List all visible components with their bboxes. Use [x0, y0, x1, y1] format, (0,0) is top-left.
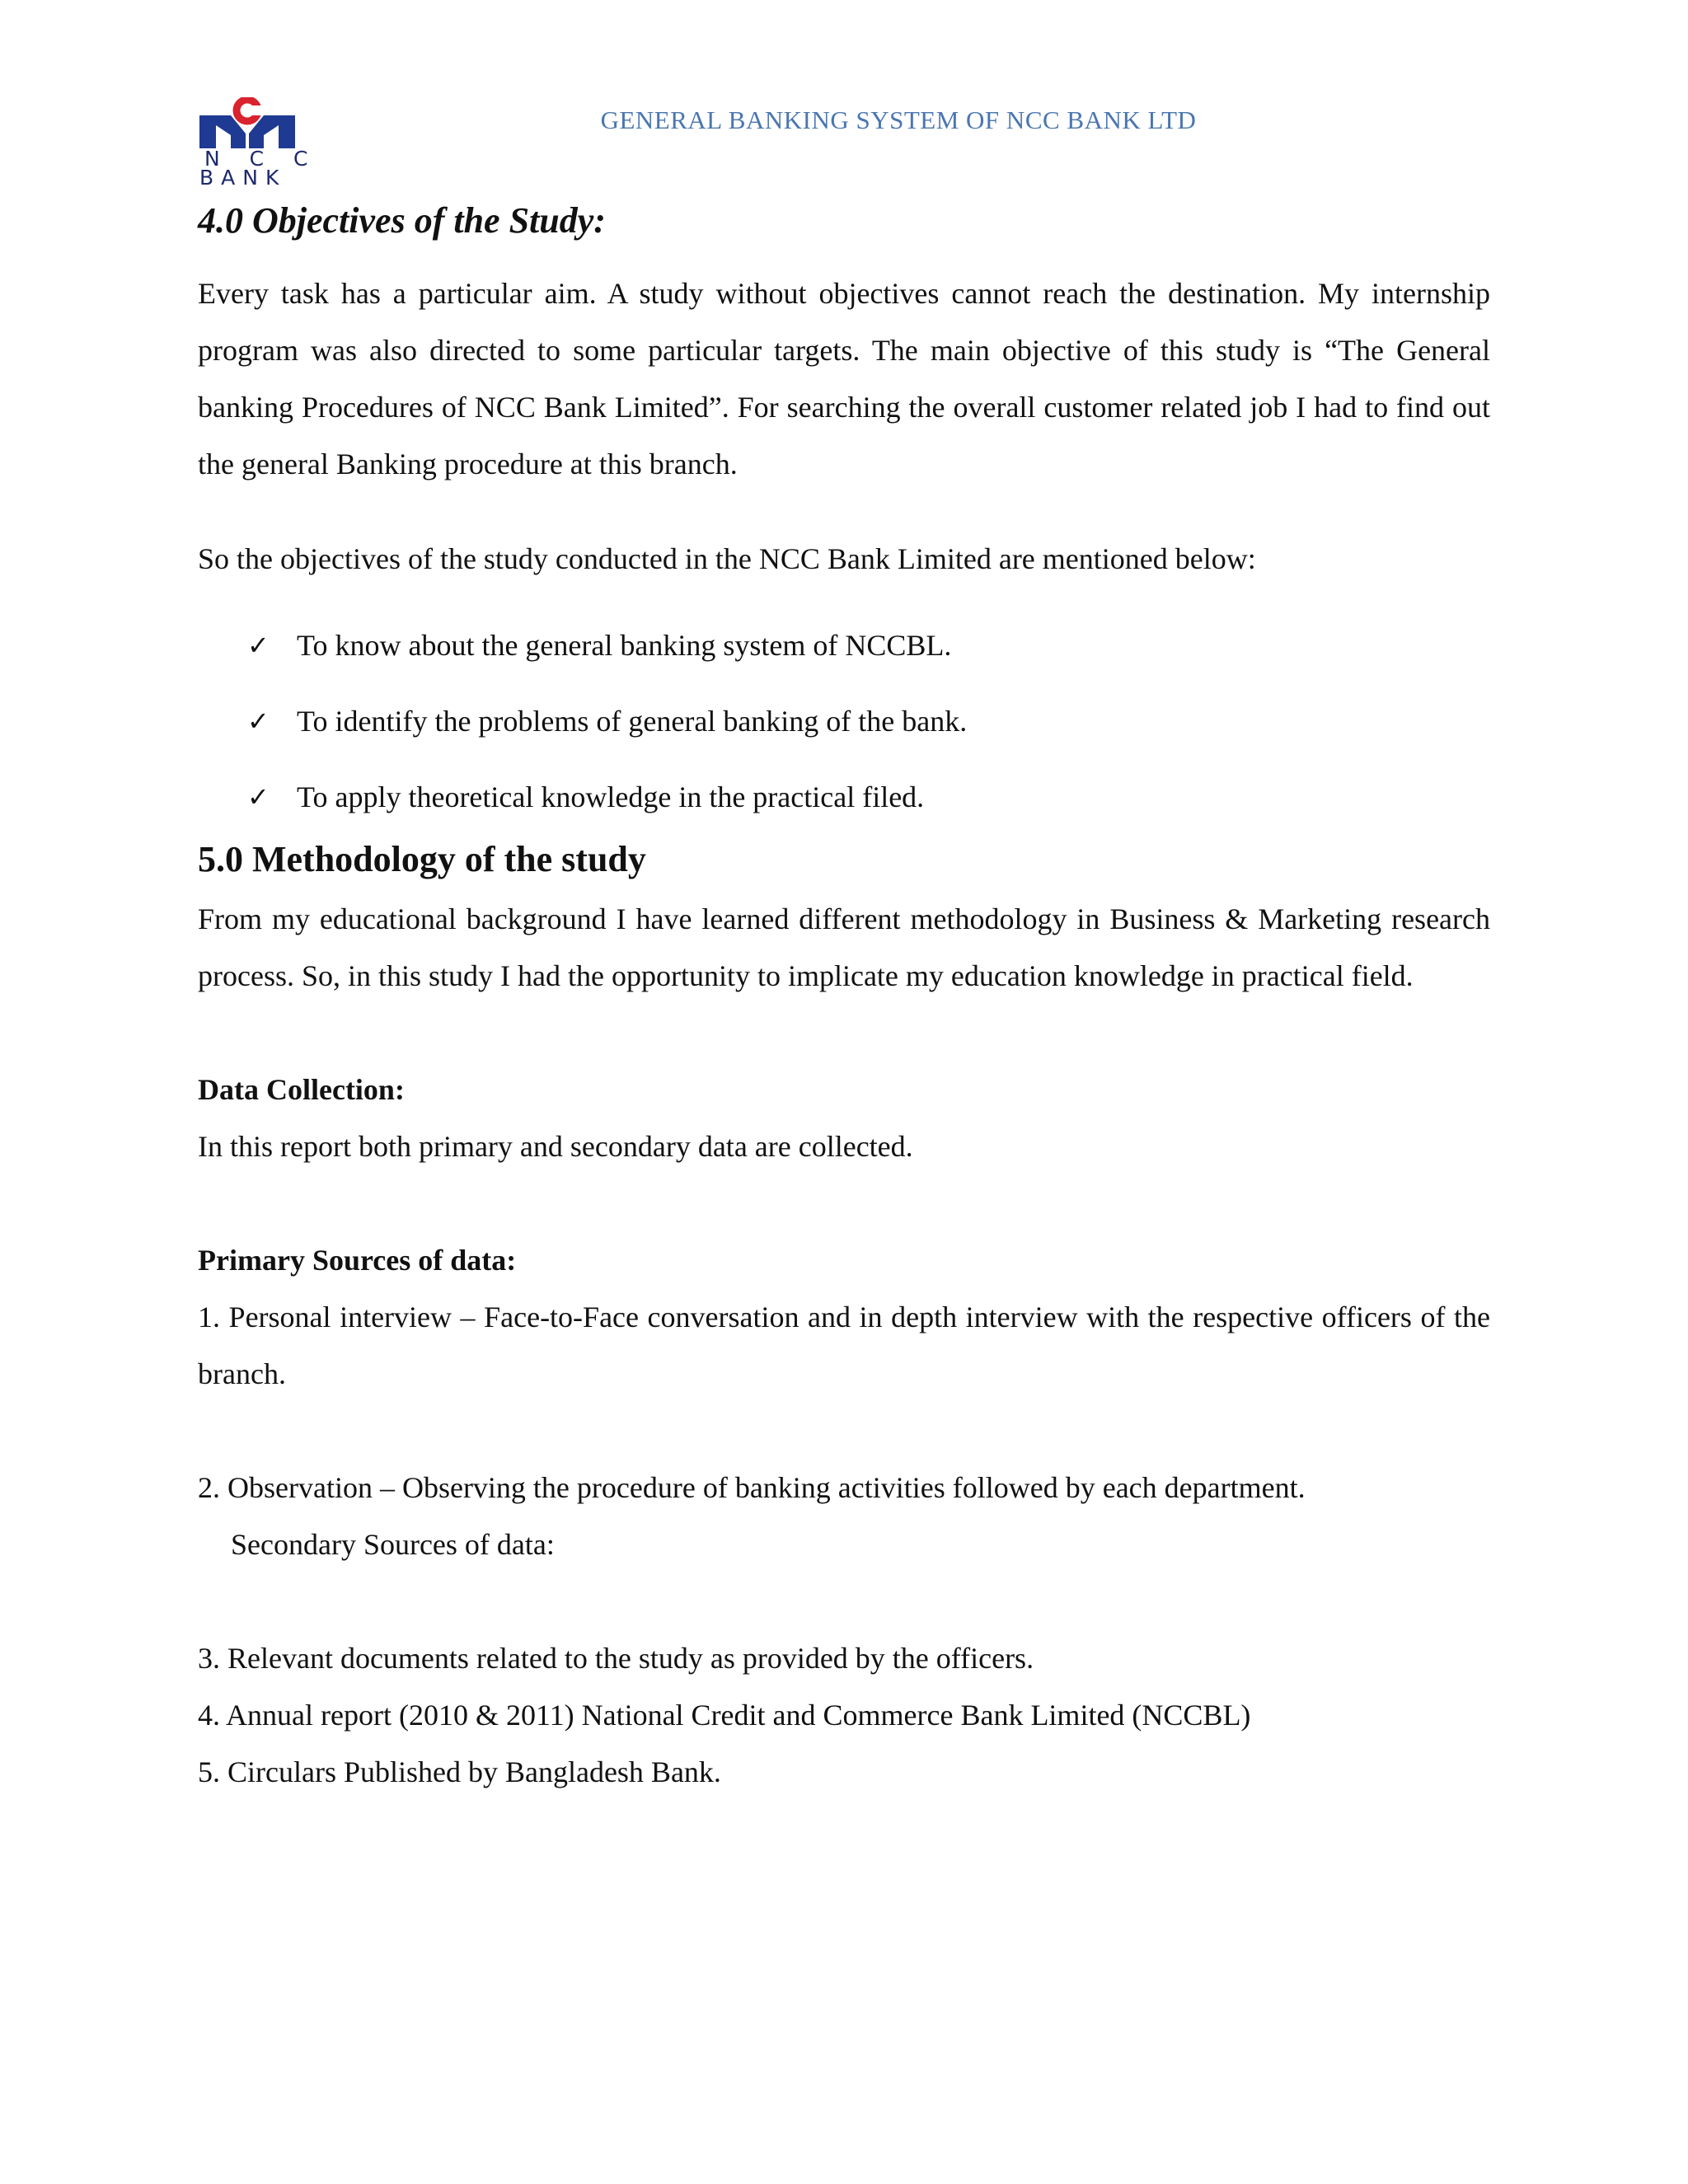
logo-text-ncc: N C C — [204, 147, 320, 171]
logo-text-bank: BANK — [199, 166, 287, 190]
objectives-lead-in: So the objectives of the study conducted in the NCC Bank Limited are mentioned below: — [198, 542, 1256, 575]
secondary-source-item-5: 5. Circulars Published by Bangladesh Bank. — [198, 1755, 721, 1788]
running-header: GENERAL BANKING SYSTEM OF NCC BANK LTD — [600, 105, 1197, 134]
primary-source-item-2: 2. Observation – Observing the procedure of banking activities followed by each department. — [198, 1471, 1306, 1504]
checkmark-icon: ✓ — [247, 781, 270, 813]
list-item — [198, 759, 1490, 835]
secondary-source-item-4: 4. Annual report (2010 & 2011) National Credit and Commerce Bank Limited (NCCBL) — [198, 1699, 1251, 1732]
section-5-paragraph: From my educational background I have learned different methodology in Business & Marketing research process. So, in this study I had the opportunity to implicate my education knowledge in practical field. — [198, 902, 1490, 992]
section-5-heading: 5.0 Methodology of the study — [198, 839, 646, 879]
objectives-list — [198, 607, 1490, 835]
section-4-paragraph: Every task has a particular aim. A study without objectives cannot reach the destination. My internship program was also directed to some particular targets. The main objective of this study is “The General banking Procedures of NCC Bank Limited”. For searching the overall customer related job I had to find out the general Banking procedure at this branch. — [198, 277, 1490, 480]
secondary-source-item-3: 3. Relevant documents related to the study as provided by the officers. — [198, 1642, 1034, 1675]
objective-text: To know about the general banking system of NCCBL. — [297, 629, 952, 662]
objective-text: To apply theoretical knowledge in the practical filed. — [297, 780, 925, 813]
data-collection-text: In this report both primary and secondary data are collected. — [198, 1130, 913, 1163]
data-collection-heading: Data Collection: — [198, 1073, 405, 1106]
checkmark-icon: ✓ — [247, 630, 270, 661]
primary-sources-heading: Primary Sources of data: — [198, 1244, 517, 1277]
objective-text: To identify the problems of general banking of the bank. — [297, 705, 968, 738]
document-body — [198, 196, 1490, 1801]
list-item — [198, 683, 1490, 759]
primary-source-item-1: 1. Personal interview – Face-to-Face conversation and in depth interview with the respective officers of the branch. — [198, 1301, 1490, 1390]
checkmark-icon: ✓ — [247, 705, 270, 737]
section-4-heading: 4.0 Objectives of the Study: — [198, 200, 606, 241]
secondary-sources-heading: Secondary Sources of data: — [231, 1528, 555, 1561]
list-item — [198, 607, 1490, 683]
